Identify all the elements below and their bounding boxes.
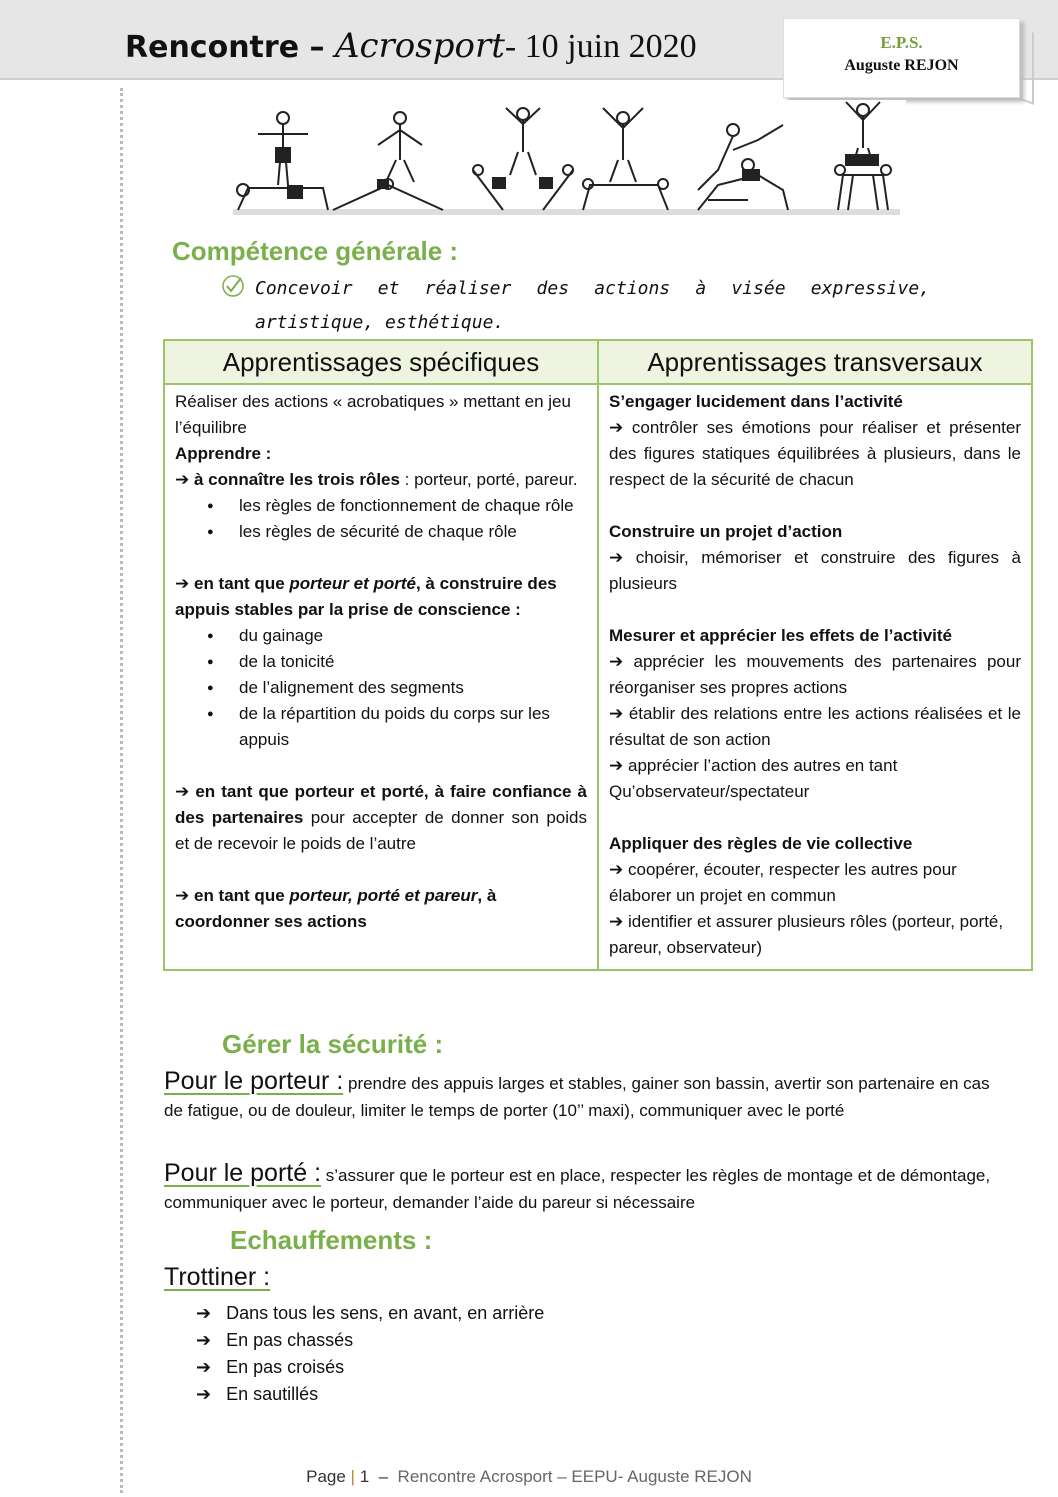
confiance-item — [175, 779, 587, 857]
porteur-text: prendre des appuis larges et stables, gainer son bassin, avertir son partenaire en cas de fatigue, ou de douleur, limiter le temps de porter (10’’ maxi), communiquer avec le porté — [164, 1074, 990, 1120]
porte-paragraph — [164, 1160, 1004, 1216]
porteur-paragraph — [164, 1068, 1004, 1124]
s3-item-2: apprécier l’action des autres en tant Qu’observateur/spectateur — [609, 756, 898, 801]
arrow-icon: ➔ — [196, 1303, 212, 1324]
list-item — [196, 1381, 544, 1408]
s3-item-1: établir des relations entre les actions réalisées et le résultat de son action — [609, 704, 1021, 749]
trottiner-heading — [164, 1264, 1004, 1293]
coord-item — [175, 883, 587, 935]
acrosport-figures-illustration — [228, 100, 906, 220]
arrow-icon: ➔ — [175, 782, 190, 802]
section-item — [609, 909, 1021, 961]
arrow-icon: ➔ — [196, 1357, 212, 1378]
col-header-specifiques: Apprentissages spécifiques — [164, 340, 598, 384]
s4-item-0: coopérer, écouter, respecter les autres pour élaborer un projet en commun — [609, 860, 957, 905]
eps-box — [783, 18, 1020, 98]
footer-separator: | — [350, 1467, 355, 1486]
footer-text: Rencontre Acrosport – EEPU- Auguste REJON — [397, 1467, 752, 1486]
list-item — [196, 1354, 544, 1381]
appuis-b: porteur et porté — [289, 574, 416, 593]
arrow-icon: ➔ — [609, 652, 624, 672]
list-item: ● du gainage — [175, 623, 587, 649]
eps-box-fold — [1018, 27, 1034, 105]
section-title: Appliquer des règles de vie collective — [609, 834, 913, 853]
margin-dotted-line — [120, 88, 123, 1493]
list-item — [196, 1327, 544, 1354]
page-label: Page — [306, 1467, 346, 1486]
page-footer — [0, 1467, 1058, 1487]
arrow-icon: ➔ — [609, 418, 624, 438]
section-item — [609, 415, 1021, 493]
securite-heading: Gérer la sécurité : — [222, 1029, 444, 1059]
list-item: ● de l’alignement des segments — [175, 675, 587, 701]
list-item: ● les règles de fonctionnement de chaque rôle — [175, 493, 587, 519]
arrow-icon: ➔ — [175, 470, 190, 490]
arrow-icon: ➔ — [175, 574, 190, 594]
coord-c: , à coordonner ses actions — [175, 886, 497, 931]
s3-item-0: apprécier les mouvements des partenaires pour réorganiser ses propres actions — [609, 652, 1021, 697]
item-3: En sautillés — [226, 1384, 319, 1404]
arrow-icon: ➔ — [609, 912, 624, 932]
col-header-transversaux: Apprentissages transversaux — [598, 340, 1032, 384]
s2-text: choisir, mémoriser et construire des figures à plusieurs — [609, 548, 1021, 593]
title-rencontre: Rencontre – — [125, 30, 335, 65]
roles-bold: à connaître les trois rôles — [193, 470, 400, 489]
roles-item — [175, 467, 587, 493]
item-0: Dans tous les sens, en avant, en arrière — [226, 1303, 545, 1323]
item-2: En pas croisés — [226, 1357, 345, 1377]
porte-label: Pour le porté : — [164, 1159, 322, 1187]
arrow-icon: ➔ — [609, 548, 624, 568]
arrow-icon: ➔ — [175, 886, 190, 906]
competence-heading: Compétence générale : — [172, 236, 459, 266]
section-item — [609, 701, 1021, 753]
porte-text: s’assurer que le porteur est en place, respecter les règles de montage et de démontage, communiquer avec le porteur, demander l’aide du pareur si nécessaire — [164, 1166, 991, 1212]
arrow-icon: ➔ — [609, 860, 624, 880]
porteur-label: Pour le porteur : — [164, 1067, 344, 1095]
eps-label: E.P.S. — [880, 33, 923, 52]
arrow-icon: ➔ — [609, 756, 624, 776]
list-item: ● les règles de sécurité de chaque rôle — [175, 519, 587, 545]
trottiner-list — [196, 1300, 544, 1408]
list-item — [196, 1300, 544, 1327]
section-title: Construire un projet d’action — [609, 522, 843, 541]
title-acrosport: Acrosport — [334, 26, 505, 66]
section-item — [609, 857, 1021, 909]
apprentissages-table — [163, 339, 1033, 971]
page-title — [125, 24, 697, 66]
list-item: ● de la tonicité — [175, 649, 587, 675]
coord-a: en tant que — [193, 886, 290, 905]
page-number: 1 — [359, 1467, 370, 1486]
s1-text: contrôler ses émotions pour réaliser et présenter des figures statiques équilibrées à plusieurs, dans le respect de la sécurité de chacun — [609, 418, 1021, 489]
apprendre-label: Apprendre : — [175, 444, 272, 463]
section-item — [609, 753, 1021, 805]
echauffements-heading: Echauffements : — [230, 1225, 433, 1255]
roles-rest: : porteur, porté, pareur. — [399, 470, 578, 489]
cell-transversaux — [598, 384, 1032, 970]
trottiner-label: Trottiner : — [164, 1263, 271, 1291]
section-item — [609, 649, 1021, 701]
section-title: S’engager lucidement dans l’activité — [609, 392, 903, 411]
arrow-icon: ➔ — [196, 1384, 212, 1405]
school-name: Auguste REJON — [844, 57, 959, 74]
section-item — [609, 545, 1021, 597]
confiance-rest: pour accepter de donner son poids et de recevoir le poids de l’autre — [175, 808, 587, 853]
arrow-icon: ➔ — [609, 704, 624, 724]
list-item: ● de la répartition du poids du corps sur les appuis — [175, 701, 587, 753]
item-1: En pas chassés — [226, 1330, 354, 1350]
arrow-icon: ➔ — [196, 1330, 212, 1351]
checkmark-circle-icon — [221, 274, 245, 298]
appuis-item — [175, 571, 587, 623]
competence-text: Concevoir et réaliser des actions à visée expressive, artistique, esthétique. — [255, 278, 930, 333]
title-date: - 10 juin 2020 — [504, 28, 697, 65]
confiance-bold: en tant que porteur et porté, à faire confiance à des partenaires — [175, 782, 587, 827]
footer-dash: – — [378, 1467, 389, 1486]
intro-text: Réaliser des actions « acrobatiques » mettant en jeu l’équilibre — [175, 392, 571, 437]
appuis-a: en tant que — [193, 574, 290, 593]
section-title: Mesurer et apprécier les effets de l’activité — [609, 626, 952, 645]
s4-item-1: identifier et assurer plusieurs rôles (porteur, porté, pareur, observateur) — [609, 912, 1004, 957]
coord-b: porteur, porté et pareur — [289, 886, 478, 905]
appuis-c: , à construire des appuis stables par la prise de conscience : — [175, 574, 557, 619]
cell-specifiques — [164, 384, 598, 970]
